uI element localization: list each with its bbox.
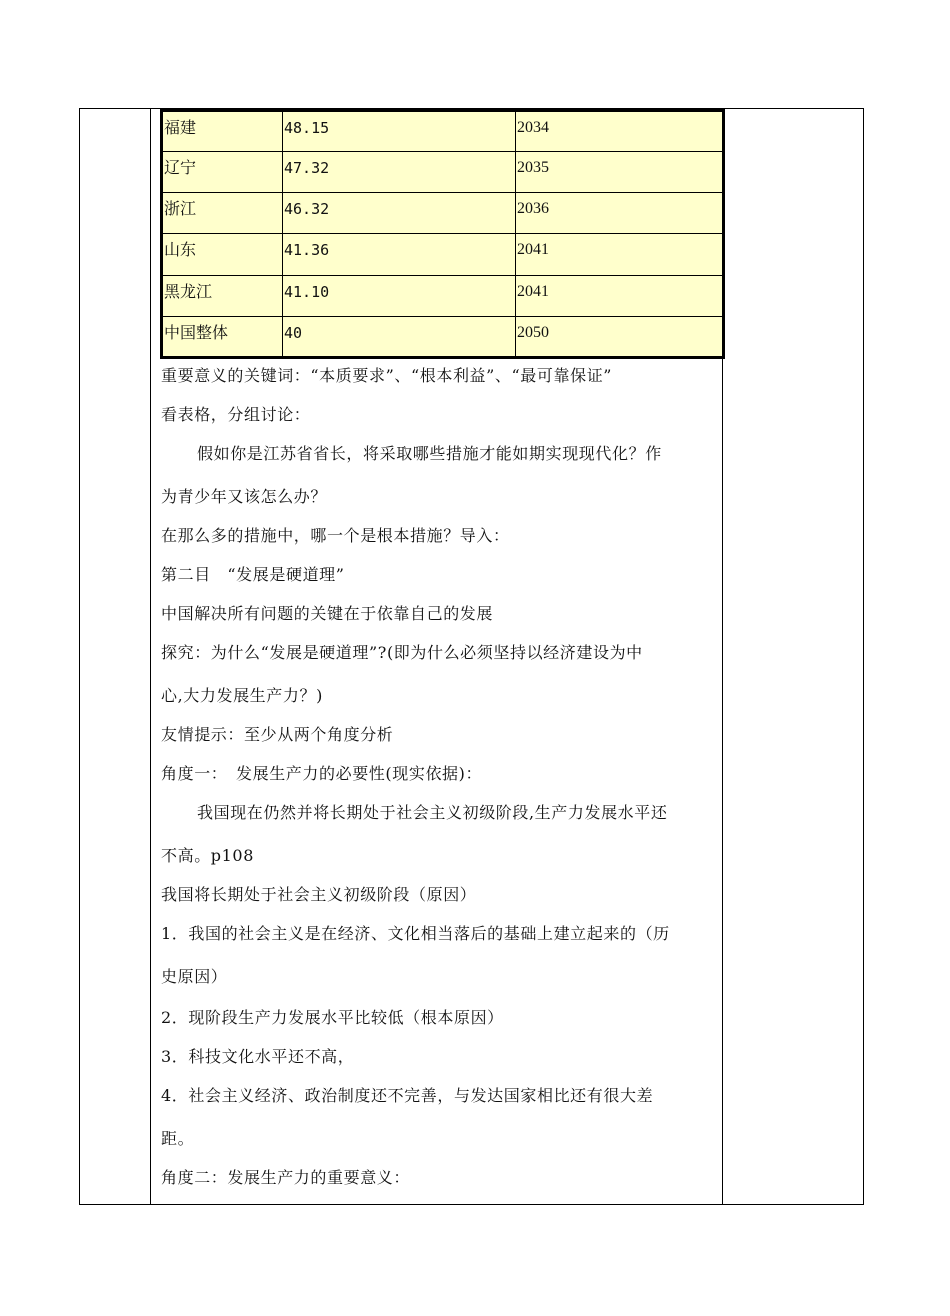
question-line: 在那么多的措施中，哪一个是根本措施？导入： (161, 526, 510, 545)
reason-item: 4．社会主义经济、政治制度还不完善，与发达国家相比还有很大差 (161, 1086, 654, 1105)
region-cell: 福建 (162, 111, 283, 152)
region-cell: 中国整体 (162, 316, 283, 357)
inquiry-line: 探究：为什么“发展是硬道理”?(即为什么必须坚持以经济建设为中 (161, 643, 643, 662)
section-heading: 第二目 “发展是硬道理” (161, 565, 345, 584)
region-cell: 辽宁 (162, 152, 283, 193)
table-row (162, 275, 724, 316)
modernization-table (160, 109, 725, 359)
year-cell: 2035 (516, 152, 724, 193)
angle-two-heading: 角度二：发展生产力的重要意义： (161, 1168, 411, 1187)
table-row (162, 111, 724, 152)
body-line: 中国解决所有问题的关键在于依靠自己的发展 (161, 604, 494, 623)
hint-line: 友情提示：至少从两个角度分析 (161, 725, 394, 744)
angle-one-heading: 角度一： 发展生产力的必要性(现实依据)： (161, 764, 483, 783)
body-line: 我国现在仍然并将长期处于社会主义初级阶段,生产力发展水平还 (197, 803, 668, 822)
reason-item: 3．科技文化水平还不高， (161, 1047, 355, 1066)
region-cell: 山东 (162, 234, 283, 275)
value-cell: 48.15 (283, 111, 516, 152)
reason-item: 距。 (161, 1129, 195, 1148)
year-cell: 2041 (516, 275, 724, 316)
year-cell: 2036 (516, 193, 724, 234)
body-line: 不高。p108 (161, 846, 254, 865)
reason-item: 1．我国的社会主义是在经济、文化相当落后的基础上建立起来的（历 (161, 924, 670, 943)
table-row (162, 316, 724, 357)
reason-item: 2．现阶段生产力发展水平比较低（根本原因） (161, 1008, 504, 1027)
value-cell: 47.32 (283, 152, 516, 193)
table-row (162, 193, 724, 234)
reason-item: 史原因） (161, 967, 228, 986)
table-row (162, 152, 724, 193)
year-cell: 2050 (516, 316, 724, 357)
value-cell: 46.32 (283, 193, 516, 234)
value-cell: 41.10 (283, 275, 516, 316)
keywords-line: 重要意义的关键词：“本质要求”、“根本利益”、“最可靠保证” (161, 366, 613, 385)
region-cell: 黑龙江 (162, 275, 283, 316)
value-cell: 41.36 (283, 234, 516, 275)
question-line: 为青少年又该怎么办？ (161, 487, 328, 506)
reasons-heading: 我国将长期处于社会主义初级阶段（原因） (161, 885, 477, 904)
inquiry-line: 心,大力发展生产力？) (161, 686, 323, 705)
year-cell: 2034 (516, 111, 724, 152)
column-divider-left (150, 108, 151, 1205)
discussion-prompt: 看表格，分组讨论： (161, 405, 311, 424)
question-line: 假如你是江苏省省长，将采取哪些措施才能如期实现现代化？作 (197, 444, 662, 463)
year-cell: 2041 (516, 234, 724, 275)
table-row (162, 234, 724, 275)
value-cell: 40 (283, 316, 516, 357)
region-cell: 浙江 (162, 193, 283, 234)
